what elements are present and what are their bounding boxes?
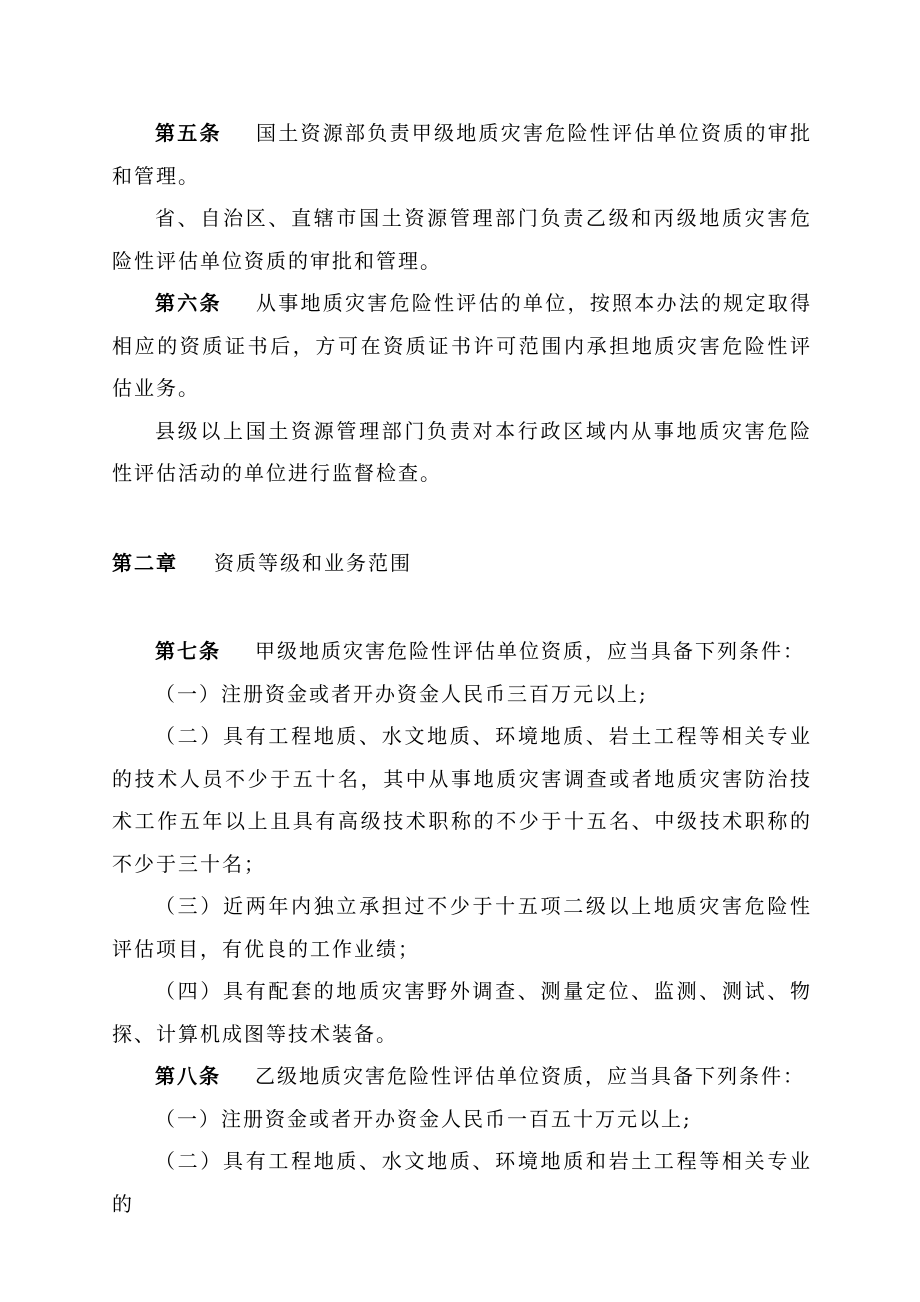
article-6-text: 从事地质灾害危险性评估的单位，按照本办法的规定取得相应的资质证书后，方可在资质证书许可范围内承担地质灾害危险性评估业务。 [112, 291, 812, 400]
article-5-label: 第五条 [155, 121, 222, 145]
article-7-paragraph [112, 630, 812, 673]
article-8-item-2: （二）具有工程地质、水文地质、环境地质和岩土工程等相关专业的 [112, 1149, 812, 1216]
chapter-2-heading [112, 542, 812, 585]
document-page [112, 112, 812, 1225]
article-8-intro: 乙级地质灾害危险性评估单位资质，应当具备下列条件： [255, 1064, 805, 1088]
article-5-text: 国土资源部负责甲级地质灾害危险性评估单位资质的审批和管理。 [112, 121, 812, 188]
article-8-item-1: （一）注册资金或者开办资金人民币一百五十万元以上; [155, 1106, 692, 1131]
article-8-paragraph [112, 1055, 812, 1098]
article-5-paragraph-2: 省、自治区、直辖市国土资源管理部门负责乙级和丙级地质灾害危险性评估单位资质的审批和管理。 [112, 206, 812, 273]
article-8-label: 第八条 [155, 1064, 221, 1088]
article-6-paragraph [112, 282, 812, 410]
article-5-paragraph [112, 112, 812, 197]
article-7-item-4: （四）具有配套的地质灾害野外调查、测量定位、监测、测试、物探、计算机成图等技术装备。 [112, 979, 812, 1046]
article-7-item-2: （二）具有工程地质、水文地质、环境地质、岩土工程等相关专业的技术人员不少于五十名，其中从事地质灾害调查或者地质灾害防治技术工作五年以上且具有高级技术职称的不少于十五名、中级技术职称的不少于三十名； [112, 724, 812, 876]
article-7-label: 第七条 [155, 639, 221, 663]
article-7-item-1: （一）注册资金或者开办资金人民币三百万元以上; [155, 681, 648, 706]
chapter-2-label: 第二章 [112, 550, 178, 575]
chapter-2-title: 资质等级和业务范围 [214, 550, 412, 575]
article-6-label: 第六条 [155, 291, 222, 315]
article-7-item-3: （三）近两年内独立承担过不少于十五项二级以上地质灾害危险性评估项目，有优良的工作业绩； [112, 894, 812, 961]
article-6-paragraph-2: 县级以上国土资源管理部门负责对本行政区域内从事地质灾害危险性评估活动的单位进行监督检查。 [112, 418, 812, 485]
article-7-intro: 甲级地质灾害危险性评估单位资质，应当具备下列条件： [255, 639, 805, 663]
